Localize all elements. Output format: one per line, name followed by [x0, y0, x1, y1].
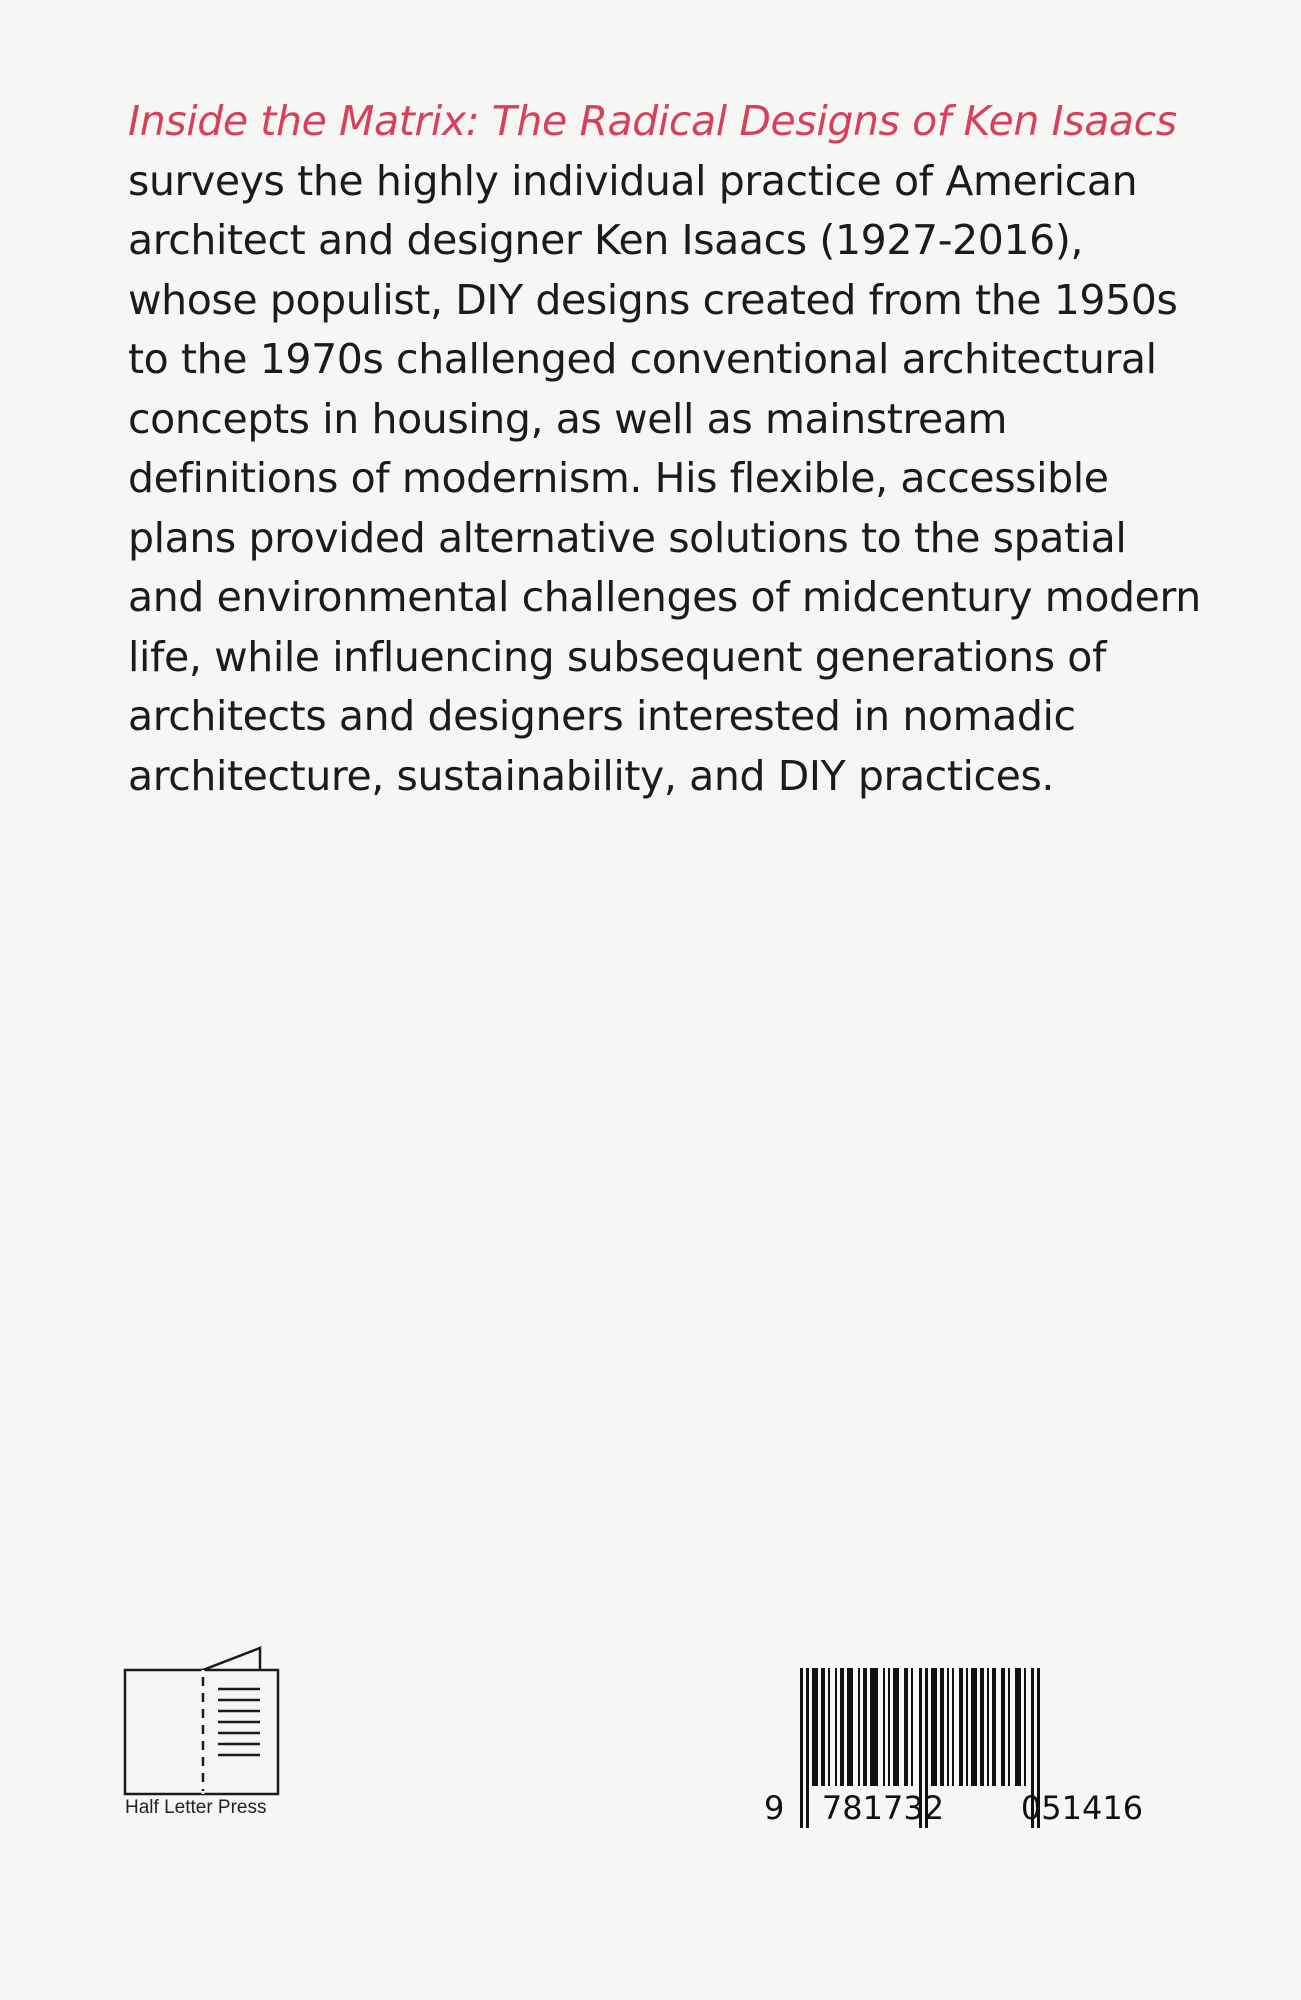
back-cover-blurb	[128, 92, 1208, 806]
open-book-icon	[120, 1645, 290, 1815]
publisher-name: Half Letter Press	[125, 1797, 267, 1818]
isbn-barcode	[760, 1668, 1180, 1828]
book-title: Inside the Matrix: The Radical Designs of Ken Isaacs	[128, 97, 1177, 145]
blurb-body: surveys the highly individual practice of American architect and designer Ken Isaacs (1927-2016), whose populist, DIY designs created from the 1950s to the 1970s challenged conventional architectural concepts in housing, as well as mainstream definitions of modernism. His flexible, accessible plans provided alternative solutions to the spatial and environmental challenges of midcentury modern life, while influencing subsequent generations of architects and designers interested in nomadic architecture, sustainability, and DIY practices.	[128, 156, 1201, 800]
barcode-digit-first: 9	[764, 1789, 785, 1827]
barcode-digits-right: 051416	[1020, 1789, 1144, 1827]
barcode-digits-left: 781732	[821, 1789, 945, 1827]
